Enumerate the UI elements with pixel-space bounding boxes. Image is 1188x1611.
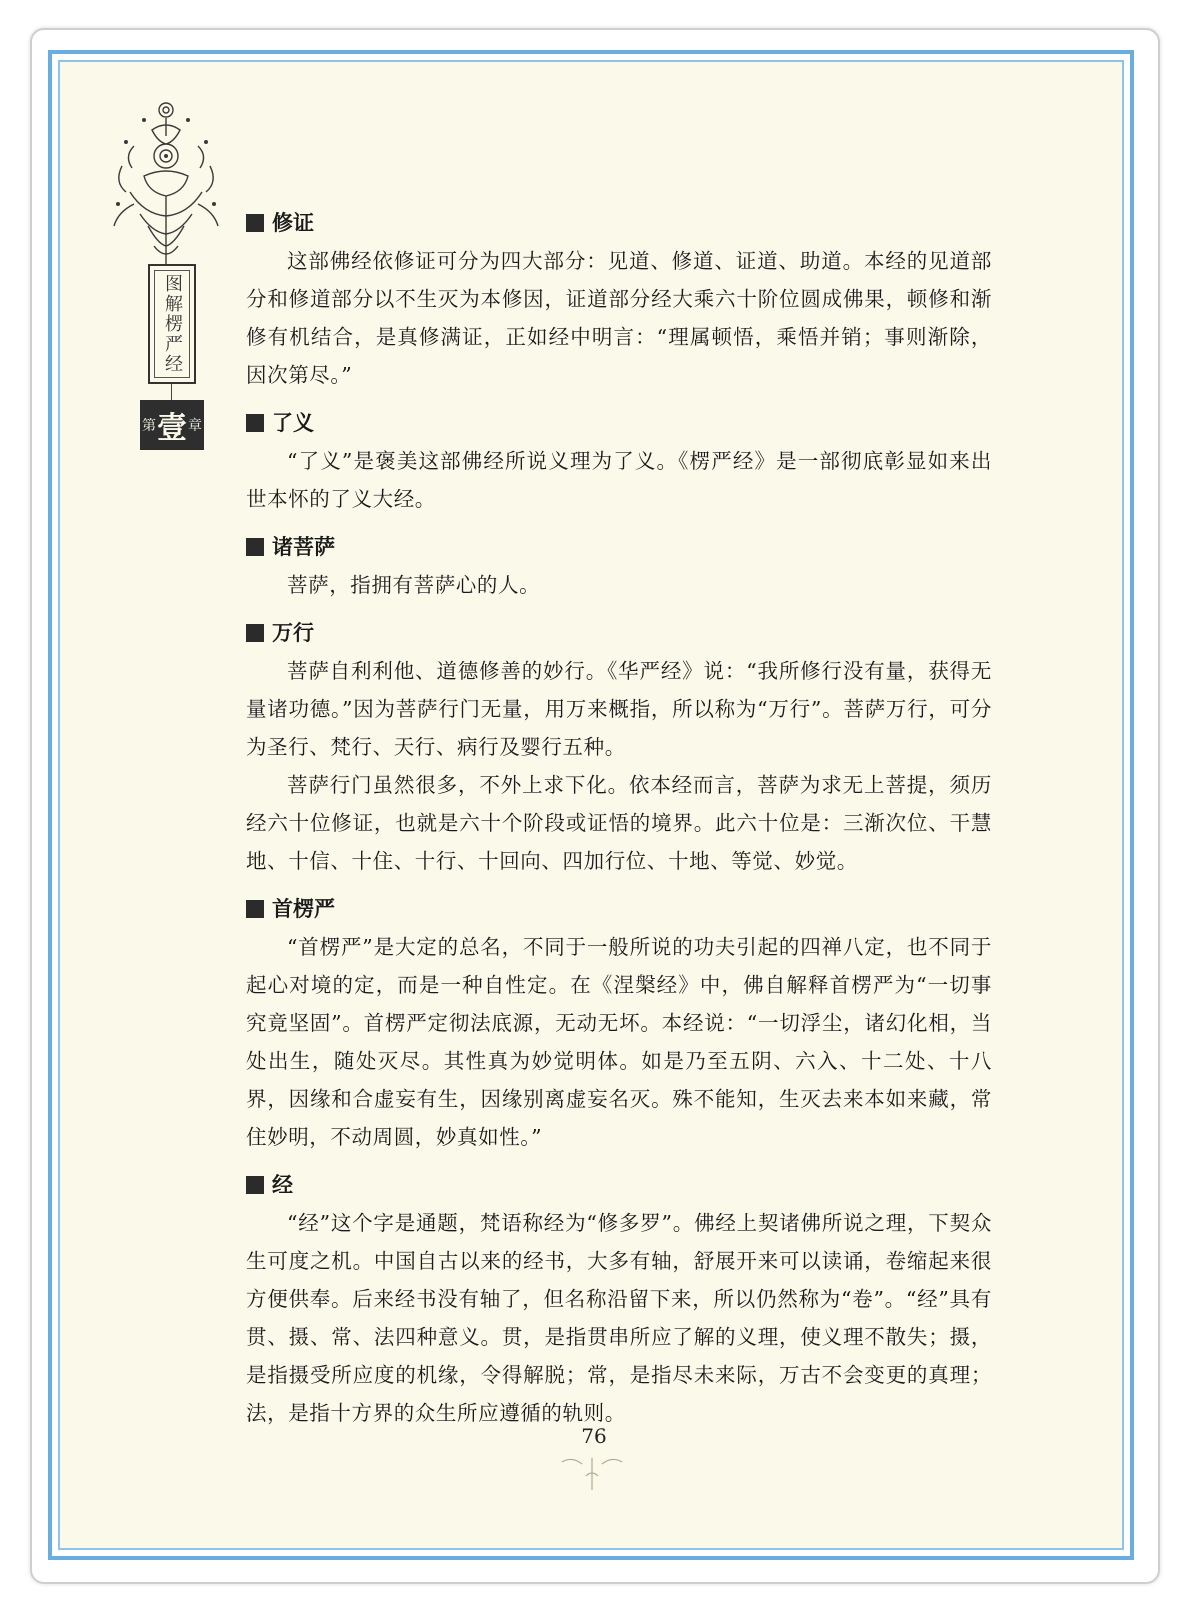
book-title-text: 图解楞严经 — [154, 270, 190, 378]
section-heading — [246, 890, 992, 928]
heading-text: 修证 — [272, 210, 314, 235]
bullet-square-icon — [246, 1176, 264, 1194]
section-heading — [246, 1166, 992, 1204]
heading-text: 诸菩萨 — [272, 534, 335, 559]
paragraph: 这部佛经依修证可分为四大部分：见道、修道、证道、助道。本经的见道部分和修道部分以不生灭为本修因，证道部分经大乘六十阶位圆成佛果，顿修和渐修有机结合，是真修满证，正如经中明言：“理属顿悟，乘悟并销；事则渐除，因次第尽。” — [246, 249, 992, 387]
section-liaoyi — [246, 404, 992, 518]
section-heading — [246, 204, 992, 242]
bullet-square-icon — [246, 538, 264, 556]
chapter-number: 壹 — [157, 411, 187, 446]
footer-ornament-icon — [552, 1452, 632, 1492]
section-wanxing — [246, 614, 992, 880]
section-zhupusa — [246, 528, 992, 604]
paragraph: “了义”是褒美这部佛经所说义理为了义。《楞严经》是一部彻底彰显如来出世本怀的了义大经。 — [246, 449, 992, 511]
section-shoulengyan — [246, 890, 992, 1156]
bullet-square-icon — [246, 414, 264, 432]
page-number: 76 — [581, 1424, 607, 1448]
section-jing — [246, 1166, 992, 1432]
chapter-badge — [140, 400, 204, 450]
chapter-suffix: 章 — [188, 418, 202, 434]
book-title-label — [148, 264, 196, 384]
heading-text: 经 — [272, 1172, 293, 1197]
paragraph: “首楞严”是大定的总名，不同于一般所说的功夫引起的四禅八定，也不同于起心对境的定，而是一种自性定。在《涅槃经》中，佛自解释首楞严为“一切事究竟坚固”。首楞严定彻法底源，无动无坏。本经说：“一切浮尘，诸幻化相，当处出生，随处灭尽。其性真为妙觉明体。如是乃至五阴、六入、十二处、十八界，因缘和合虚妄有生，因缘别离虚妄名灭。殊不能知，生灭去来本如来藏，常住妙明，不动周圆，妙真如性。” — [246, 935, 992, 1149]
bullet-square-icon — [246, 900, 264, 918]
main-text — [246, 204, 992, 1442]
paragraph: 菩萨，指拥有菩萨心的人。 — [287, 573, 541, 597]
lotus-ornament-icon — [104, 96, 228, 266]
heading-text: 了义 — [272, 410, 314, 435]
paragraph: 菩萨自利利他、道德修善的妙行。《华严经》说：“我所修行没有量，获得无量诸功德。”因为菩萨行门无量，用万来概指，所以称为“万行”。菩萨万行，可分为圣行、梵行、天行、病行及婴行五种。 — [246, 659, 992, 759]
heading-text: 首楞严 — [272, 896, 335, 921]
section-heading — [246, 614, 992, 652]
chapter-prefix: 第 — [142, 418, 156, 434]
bullet-square-icon — [246, 624, 264, 642]
paragraph: “经”这个字是通题，梵语称经为“修多罗”。佛经上契诸佛所说之理，下契众生可度之机。中国自古以来的经书，大多有轴，舒展开来可以读诵，卷缩起来很方便供奉。后来经书没有轴了，但名称沿留下来，所以仍然称为“卷”。“经”具有贯、摄、常、法四种意义。贯，是指贯串所应了解的义理，使义理不散失；摄，是指摄受所应度的机缘，令得解脱；常，是指尽未来际，万古不会变更的真理；法，是指十方界的众生所应遵循的轨则。 — [246, 1211, 992, 1425]
side-connector-line — [171, 384, 172, 400]
heading-text: 万行 — [272, 620, 314, 645]
bullet-square-icon — [246, 214, 264, 232]
section-heading — [246, 528, 992, 566]
section-xiuzheng — [246, 204, 992, 394]
paragraph: 菩萨行门虽然很多，不外上求下化。依本经而言，菩萨为求无上菩提，须历经六十位修证，也就是六十个阶段或证悟的境界。此六十位是：三渐次位、干慧地、十信、十住、十行、十回向、四加行位、十地、等觉、妙觉。 — [246, 773, 992, 873]
section-heading — [246, 404, 992, 442]
